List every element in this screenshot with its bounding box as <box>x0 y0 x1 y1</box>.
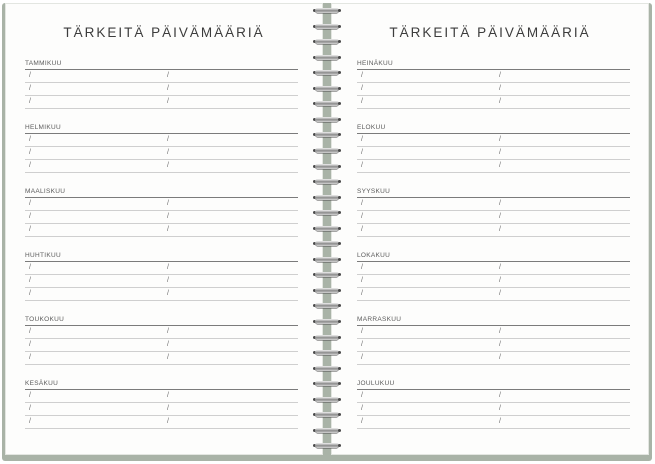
month-label: LOKAKUU <box>357 252 391 259</box>
date-separator: / <box>361 84 363 92</box>
spiral-ring <box>313 379 341 388</box>
date-entry-row[interactable] <box>25 390 298 403</box>
date-separator: / <box>361 263 363 271</box>
date-entry-row[interactable] <box>357 198 630 211</box>
date-separator: / <box>361 417 363 425</box>
date-separator: / <box>361 97 363 105</box>
spiral-ring <box>313 441 341 450</box>
date-entry-row[interactable] <box>357 403 630 416</box>
date-separator: / <box>499 84 501 92</box>
date-separator: / <box>167 84 169 92</box>
date-entry-row[interactable] <box>357 211 630 224</box>
spiral-ring <box>313 37 341 46</box>
month-label: TAMMIKUU <box>25 60 62 67</box>
date-separator: / <box>167 135 169 143</box>
date-separator: / <box>361 225 363 233</box>
month-section <box>25 316 298 365</box>
date-separator: / <box>29 84 31 92</box>
spiral-ring <box>313 162 341 171</box>
date-entry-row[interactable] <box>357 390 630 403</box>
date-entry-row[interactable] <box>357 83 630 96</box>
date-separator: / <box>499 417 501 425</box>
date-separator: / <box>167 225 169 233</box>
date-separator: / <box>29 276 31 284</box>
month-label: TOUKOKUU <box>25 316 65 323</box>
date-separator: / <box>29 289 31 297</box>
date-separator: / <box>29 263 31 271</box>
month-section <box>25 380 298 429</box>
date-separator: / <box>361 161 363 169</box>
right-page <box>331 3 649 455</box>
date-separator: / <box>29 353 31 361</box>
date-separator: / <box>29 404 31 412</box>
date-entry-row[interactable] <box>357 416 630 429</box>
spiral-ring <box>313 224 341 233</box>
date-separator: / <box>29 97 31 105</box>
date-entry-row[interactable] <box>357 326 630 339</box>
date-entry-row[interactable] <box>357 147 630 160</box>
date-separator: / <box>29 148 31 156</box>
month-label: MARRASKUU <box>357 316 402 323</box>
date-separator: / <box>361 289 363 297</box>
date-separator: / <box>499 391 501 399</box>
spiral-ring <box>313 333 341 342</box>
spiral-ring <box>313 130 341 139</box>
date-separator: / <box>167 327 169 335</box>
date-entry-row[interactable] <box>25 134 298 147</box>
spiral-ring <box>313 255 341 264</box>
spiral-ring <box>313 53 341 62</box>
date-separator: / <box>499 97 501 105</box>
page-title: TÄRKEITÄ PÄIVÄMÄÄRIÄ <box>389 25 591 40</box>
date-separator: / <box>167 148 169 156</box>
month-label: HEINÄKUU <box>357 60 393 67</box>
date-separator: / <box>29 391 31 399</box>
spiral-ring <box>313 239 341 248</box>
date-separator: / <box>361 327 363 335</box>
date-separator: / <box>167 353 169 361</box>
spiral-ring <box>313 146 341 155</box>
date-entry-row[interactable] <box>25 83 298 96</box>
month-label: HUHTIKUU <box>25 252 61 259</box>
date-separator: / <box>167 404 169 412</box>
date-separator: / <box>167 276 169 284</box>
date-separator: / <box>361 135 363 143</box>
date-separator: / <box>29 340 31 348</box>
spiral-ring <box>313 317 341 326</box>
date-separator: / <box>167 417 169 425</box>
month-section <box>357 316 630 365</box>
date-separator: / <box>499 135 501 143</box>
date-separator: / <box>167 199 169 207</box>
month-section <box>357 60 630 109</box>
spiral-ring <box>313 301 341 310</box>
date-separator: / <box>499 71 501 79</box>
left-page <box>5 3 323 455</box>
date-separator: / <box>167 212 169 220</box>
date-entry-row[interactable] <box>357 262 630 275</box>
spiral-ring <box>313 22 341 31</box>
spiral-ring <box>313 410 341 419</box>
month-section <box>357 188 630 237</box>
date-separator: / <box>361 391 363 399</box>
date-separator: / <box>361 199 363 207</box>
spiral-ring <box>313 208 341 217</box>
date-entry-row[interactable] <box>357 70 630 83</box>
month-section <box>357 380 630 429</box>
date-separator: / <box>499 404 501 412</box>
date-separator: / <box>167 289 169 297</box>
date-entry-row[interactable] <box>25 326 298 339</box>
date-separator: / <box>167 340 169 348</box>
date-entry-row[interactable] <box>25 70 298 83</box>
spiral-ring <box>313 84 341 93</box>
date-separator: / <box>29 212 31 220</box>
date-separator: / <box>29 225 31 233</box>
date-entry-row[interactable] <box>25 339 298 352</box>
date-entry-row[interactable] <box>357 288 630 301</box>
date-separator: / <box>361 404 363 412</box>
date-separator: / <box>29 417 31 425</box>
date-separator: / <box>499 327 501 335</box>
date-separator: / <box>167 71 169 79</box>
date-entry-row[interactable] <box>357 339 630 352</box>
date-separator: / <box>499 353 501 361</box>
date-entry-row[interactable] <box>25 262 298 275</box>
date-separator: / <box>361 276 363 284</box>
date-separator: / <box>499 212 501 220</box>
date-separator: / <box>361 212 363 220</box>
date-entry-row[interactable] <box>357 275 630 288</box>
spiral-ring <box>313 6 341 15</box>
date-separator: / <box>167 161 169 169</box>
date-separator: / <box>499 161 501 169</box>
date-separator: / <box>29 327 31 335</box>
spiral-ring <box>313 177 341 186</box>
date-separator: / <box>29 161 31 169</box>
date-entry-row[interactable] <box>25 403 298 416</box>
spiral-ring <box>313 99 341 108</box>
date-separator: / <box>361 71 363 79</box>
date-entry-row[interactable] <box>357 96 630 109</box>
month-label: JOULUKUU <box>357 380 395 387</box>
month-section <box>25 252 298 301</box>
page-title: TÄRKEITÄ PÄIVÄMÄÄRIÄ <box>63 25 265 40</box>
date-separator: / <box>499 199 501 207</box>
date-entry-row[interactable] <box>25 416 298 429</box>
spiral-ring <box>313 115 341 124</box>
month-section <box>357 252 630 301</box>
date-entry-row[interactable] <box>25 211 298 224</box>
date-entry-row[interactable] <box>25 224 298 237</box>
date-separator: / <box>499 148 501 156</box>
date-separator: / <box>499 225 501 233</box>
month-label: ELOKUU <box>357 124 386 131</box>
date-separator: / <box>29 71 31 79</box>
date-entry-row[interactable] <box>357 352 630 365</box>
spiral-binding <box>313 6 341 458</box>
month-section <box>25 188 298 237</box>
spiral-ring <box>313 364 341 373</box>
date-separator: / <box>167 263 169 271</box>
date-separator: / <box>499 276 501 284</box>
month-section <box>25 60 298 109</box>
date-separator: / <box>361 340 363 348</box>
date-separator: / <box>499 340 501 348</box>
date-entry-row[interactable] <box>357 160 630 173</box>
date-entry-row[interactable] <box>25 147 298 160</box>
month-label: SYYSKUU <box>357 188 391 195</box>
date-separator: / <box>499 289 501 297</box>
date-entry-row[interactable] <box>25 160 298 173</box>
spiral-ring <box>313 426 341 435</box>
date-separator: / <box>499 263 501 271</box>
date-entry-row[interactable] <box>25 198 298 211</box>
spiral-ring <box>313 286 341 295</box>
spiral-ring <box>313 348 341 357</box>
date-separator: / <box>361 353 363 361</box>
month-label: KESÄKUU <box>25 380 59 387</box>
month-section <box>25 124 298 173</box>
month-label: MAALISKUU <box>25 188 66 195</box>
date-separator: / <box>29 135 31 143</box>
date-entry-row[interactable] <box>357 134 630 147</box>
date-entry-row[interactable] <box>25 288 298 301</box>
spiral-ring <box>313 68 341 77</box>
date-entry-row[interactable] <box>25 275 298 288</box>
date-entry-row[interactable] <box>357 224 630 237</box>
date-separator: / <box>167 391 169 399</box>
spiral-ring <box>313 395 341 404</box>
spiral-ring <box>313 270 341 279</box>
date-separator: / <box>361 148 363 156</box>
month-section <box>357 124 630 173</box>
date-entry-row[interactable] <box>25 96 298 109</box>
date-entry-row[interactable] <box>25 352 298 365</box>
month-label: HELMIKUU <box>25 124 61 131</box>
date-separator: / <box>167 97 169 105</box>
spiral-ring <box>313 193 341 202</box>
date-separator: / <box>29 199 31 207</box>
